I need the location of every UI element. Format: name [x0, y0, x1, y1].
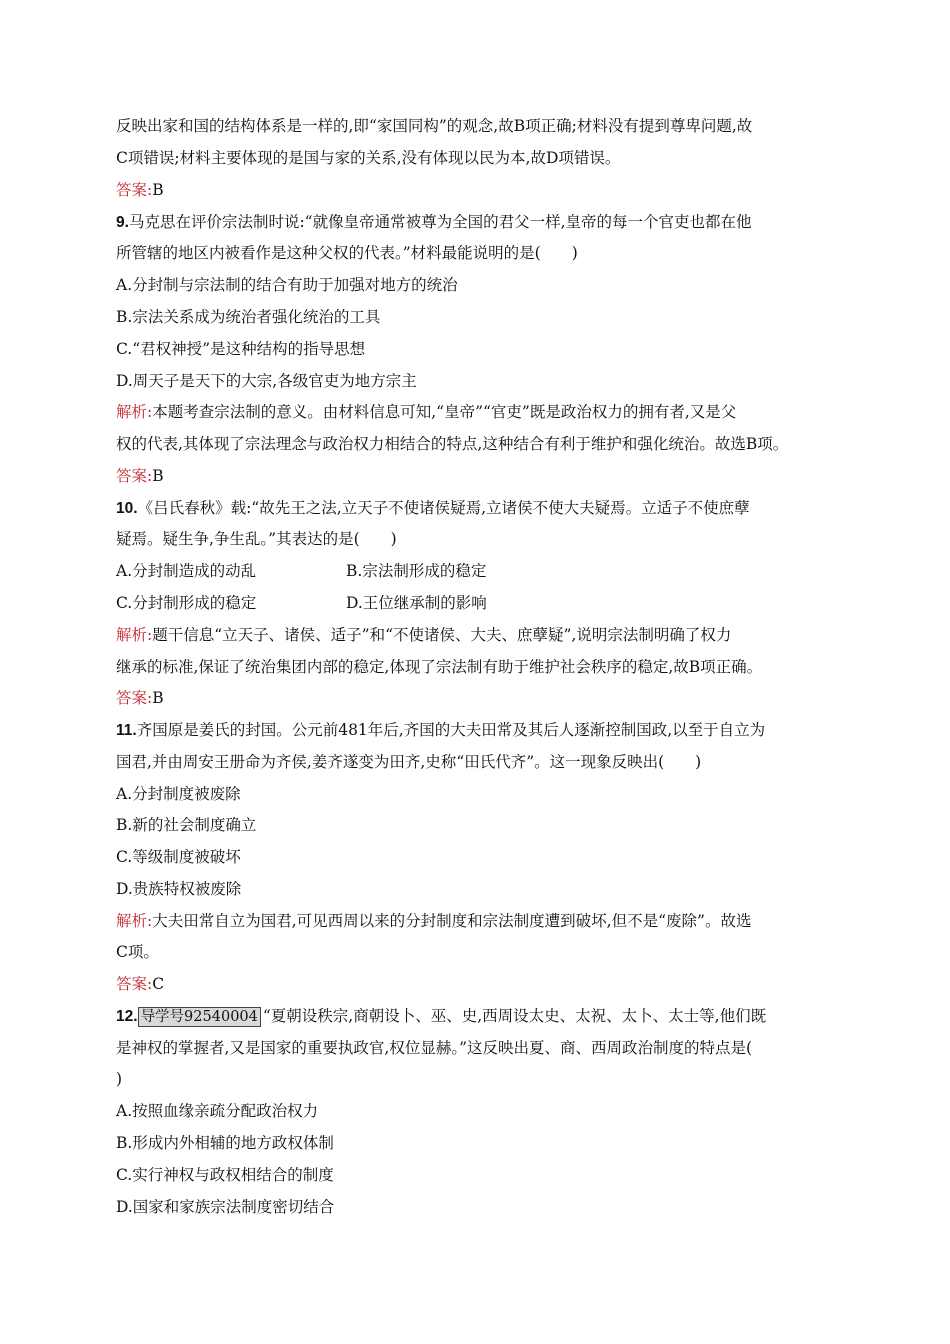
option-c: C.“君权神授”是这种结构的指导思想	[116, 340, 366, 358]
question-number: 9.	[116, 214, 129, 231]
answer-label: 答案:	[116, 181, 153, 199]
text-line: C项错误;材料主要体现的是国与家的关系,没有体现以民为本,故D项错误。	[116, 149, 621, 167]
analysis-line: 解析:题干信息“立天子、诸侯、适子”和“不使诸侯、大夫、庶孽疑”,说明宗法制明确了权力	[116, 626, 732, 644]
question-number: 11.	[116, 722, 137, 739]
answer-label: 答案:	[116, 689, 153, 707]
option-a: A.分封制与宗法制的结合有助于加强对地方的统治	[116, 276, 458, 294]
option-d: D.国家和家族宗法制度密切结合	[116, 1198, 335, 1216]
text-line: 继承的标准,保证了统治集团内部的稳定,体现了宗法制有助于维护社会秩序的稳定,故B项正确。	[116, 658, 763, 676]
option-a: A.分封制度被废除	[116, 785, 241, 803]
text-line: 所管辖的地区内被看作是这种父权的代表。”材料最能说明的是( )	[116, 244, 578, 262]
option-d: D.王位继承制的影响	[346, 594, 487, 612]
answer-label: 答案:	[116, 975, 153, 993]
option-row	[116, 592, 487, 614]
analysis-line: 解析:大夫田常自立为国君,可见西周以来的分封制度和宗法制度遭到破坏,但不是“废除”。故选	[116, 912, 752, 930]
text-line: 疑焉。疑生争,争生乱。”其表达的是( )	[116, 530, 397, 548]
answer-line: 答案:B	[116, 689, 164, 707]
text-line: 反映出家和国的结构体系是一样的,即“家国同构”的观念,故B项正确;材料没有提到尊卑问题,故	[116, 117, 753, 135]
question-number: 12.	[116, 1008, 138, 1025]
option-b: B.宗法关系成为统治者强化统治的工具	[116, 308, 381, 326]
question-12: 12. 导学号92540004 “夏朝设秩宗,商朝设卜、巫、史,西周设太史、太祝、太卜、太士等,他们既	[116, 1007, 767, 1025]
guide-number-tag: 导学号92540004	[138, 1007, 261, 1027]
option-b: B.宗法制形成的稳定	[346, 562, 487, 580]
analysis-line: 解析:本题考查宗法制的意义。由材料信息可知,“皇帝”“官吏”既是政治权力的拥有者,又是父	[116, 403, 737, 421]
option-d: D.周天子是天下的大宗,各级官吏为地方宗主	[116, 372, 417, 390]
question-11: 11.齐国原是姜氏的封国。公元前481年后,齐国的大夫田常及其后人逐渐控制国政,以至于自立为	[116, 721, 766, 739]
option-c: C.实行神权与政权相结合的制度	[116, 1166, 334, 1184]
answer-line: 答案:B	[116, 467, 164, 485]
option-row	[116, 560, 486, 582]
analysis-label: 解析:	[116, 403, 153, 421]
answer-line: 答案:C	[116, 975, 165, 993]
question-number: 10.	[116, 500, 138, 517]
analysis-label: 解析:	[116, 912, 153, 930]
option-a: A.按照血缘亲疏分配政治权力	[116, 1102, 319, 1120]
question-9: 9.马克思在评价宗法制时说:“就像皇帝通常被尊为全国的君父一样,皇帝的每一个官吏也都在他	[116, 213, 752, 231]
text-line: 是神权的掌握者,又是国家的重要执政官,权位显赫。”这反映出夏、商、西周政治制度的特点是(	[116, 1039, 753, 1057]
text-line: 权的代表,其体现了宗法理念与政治权力相结合的特点,这种结合有利于维护和强化统治。故选B项。	[116, 435, 789, 453]
text-line: 国君,并由周安王册命为齐侯,姜齐遂变为田齐,史称“田氏代齐”。这一现象反映出( )	[116, 753, 702, 771]
option-c: C.分封制形成的稳定	[116, 594, 257, 612]
question-10: 10.《吕氏春秋》载:“故先王之法,立天子不使诸侯疑焉,立诸侯不使大夫疑焉。立适子不使庶孽	[116, 499, 750, 517]
answer-line: 答案:B	[116, 181, 164, 199]
answer-label: 答案:	[116, 467, 153, 485]
option-b: B.形成内外相辅的地方政权体制	[116, 1134, 334, 1152]
text-line: C项。	[116, 943, 159, 961]
option-c: C.等级制度被破坏	[116, 848, 241, 866]
analysis-label: 解析:	[116, 626, 153, 644]
option-b: B.新的社会制度确立	[116, 816, 257, 834]
text-line: )	[116, 1070, 123, 1088]
option-a: A.分封制造成的动乱	[116, 562, 257, 580]
option-d: D.贵族特权被废除	[116, 880, 242, 898]
